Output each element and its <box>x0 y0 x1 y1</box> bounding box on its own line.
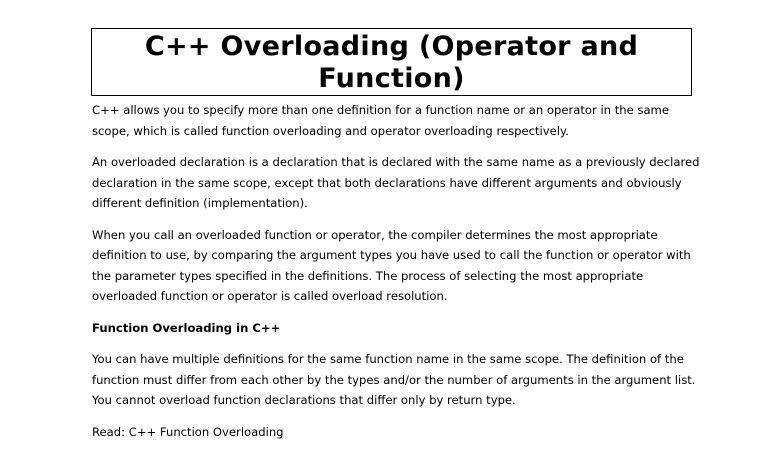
page-title: C++ Overloading (Operator and Function) <box>144 31 639 94</box>
paragraph-resolution: When you call an overloaded function or operator, the compiler determines the most appropriate definition to use, by comparing the argument types you have used to call the function or operator with the parameter types specified in the definitions. The process of selecting the most appropriate overloaded function or operator is called overload resolution. <box>92 227 691 303</box>
paragraph-declaration: An overloaded declaration is a declaration that is declared with the same name as a previously declared declaration in the same scope, except that both declarations have different arguments and obviously different definition (implementation). <box>92 155 700 210</box>
document-body <box>92 100 702 453</box>
paragraph-intro: C++ allows you to specify more than one definition for a function name or an operator in the same scope, which is called function overloading and operator overloading respectively. <box>92 103 669 138</box>
read-more-link[interactable]: Read: C++ Function Overloading <box>92 424 284 439</box>
title-box <box>91 28 692 96</box>
section-heading: Function Overloading in C++ <box>92 320 281 335</box>
paragraph-function-overloading: You can have multiple definitions for the same function name in the same scope. The definition of the function must differ from each other by the types and/or the number of arguments in the argument list. You cannot overload function declarations that differ only by return type. <box>92 352 696 407</box>
